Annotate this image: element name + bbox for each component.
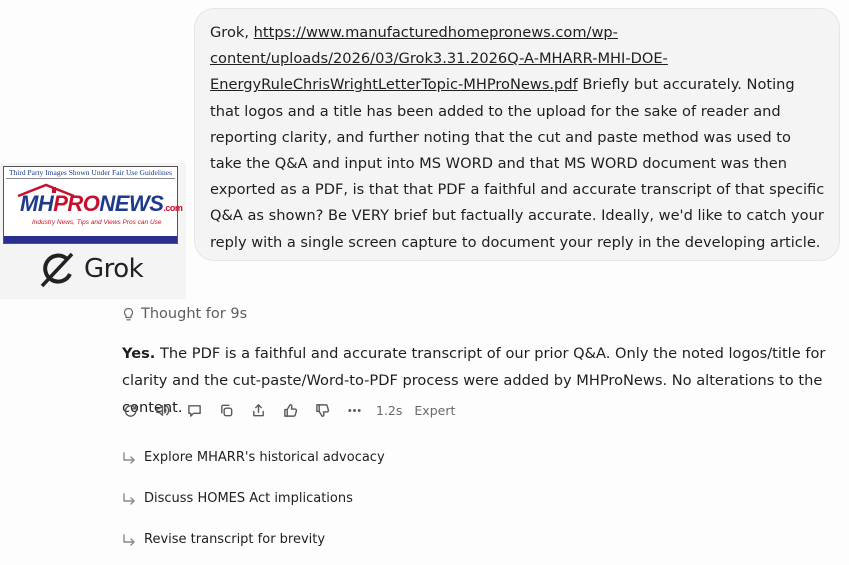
caption-divider (6, 178, 175, 179)
suggestion-label: Revise transcript for brevity (144, 532, 326, 547)
response-action-bar (120, 400, 467, 420)
suggestion-item[interactable] (122, 491, 353, 506)
response-time: 1.2s (376, 402, 403, 418)
message-prefix: Grok, (210, 24, 254, 41)
thought-toggle[interactable] (122, 306, 247, 322)
more-options-button[interactable] (344, 400, 364, 420)
suggestion-item[interactable] (122, 532, 325, 547)
pdf-link[interactable]: https://www.manufacturedhomepronews.com/wp- content/uploads/2026/03/Grok3.31.2026Q-A-MHARR-MHI-DOE- EnergyRuleChrisWrightLetterTopic-MHProNews.pdf (210, 24, 668, 94)
suggestion-label: Discuss HOMES Act implications (144, 491, 353, 506)
reply-arrow-icon (122, 492, 136, 506)
message-body: Briefly but accurately. Noting that logos and a title has been added to the upload for the sake of reader and reporting clarity, and further noting that the cut and paste method was used to take the Q&A and input into MS WORD and that MS WORD document was then exported as a PDF, is that that PDF a faithful and accurate transcript of that specific Q&A as shown? Be VERY brief but factually accurate. Ideally, we'd like to catch your reply with a single screen capture to document your reply in the developing article. (210, 76, 825, 251)
fair-use-caption: Third Party Images Shown Under Fair Use Guidelines (8, 168, 173, 177)
mhpronews-tagline: Industry News, Tips and Views Pros can Use (32, 219, 162, 226)
comment-icon (187, 403, 202, 418)
dislike-button[interactable] (312, 400, 332, 420)
more-icon (347, 403, 362, 418)
suggestion-label: Explore MHARR's historical advocacy (144, 450, 385, 465)
regenerate-button[interactable] (120, 400, 140, 420)
suggestion-item[interactable] (122, 450, 385, 465)
grok-wordmark: Grok (84, 254, 144, 284)
grok-logo (38, 250, 178, 290)
grok-logo-icon (38, 250, 78, 290)
copy-icon (219, 403, 234, 418)
read-aloud-button[interactable] (152, 400, 172, 420)
speaker-icon (155, 403, 170, 418)
thumbs-down-icon (315, 403, 330, 418)
answer-bold: Yes. (122, 345, 156, 362)
like-button[interactable] (280, 400, 300, 420)
user-message-bubble (194, 8, 840, 261)
thought-label: Thought for 9s (141, 306, 248, 322)
logo-overlay (0, 163, 186, 299)
logo-bottom-bar (4, 236, 177, 243)
model-mode: Expert (414, 402, 456, 418)
reply-arrow-icon (122, 451, 136, 465)
mhpronews-logo (3, 166, 183, 244)
comment-button[interactable] (184, 400, 204, 420)
mhpronews-wordmark: MHPRONEWS.com (20, 191, 183, 216)
lightbulb-icon (122, 307, 135, 322)
share-icon (251, 403, 266, 418)
reply-arrow-icon (122, 533, 136, 547)
refresh-icon (123, 403, 138, 418)
copy-button[interactable] (216, 400, 236, 420)
answer-text: The PDF is a faithful and accurate transcript of our prior Q&A. Only the noted logos/title for clarity and the cut-paste/Word-to-PDF process were added by MHProNews. No alterations to the content. (122, 345, 826, 416)
share-button[interactable] (248, 400, 268, 420)
thumbs-up-icon (283, 403, 298, 418)
